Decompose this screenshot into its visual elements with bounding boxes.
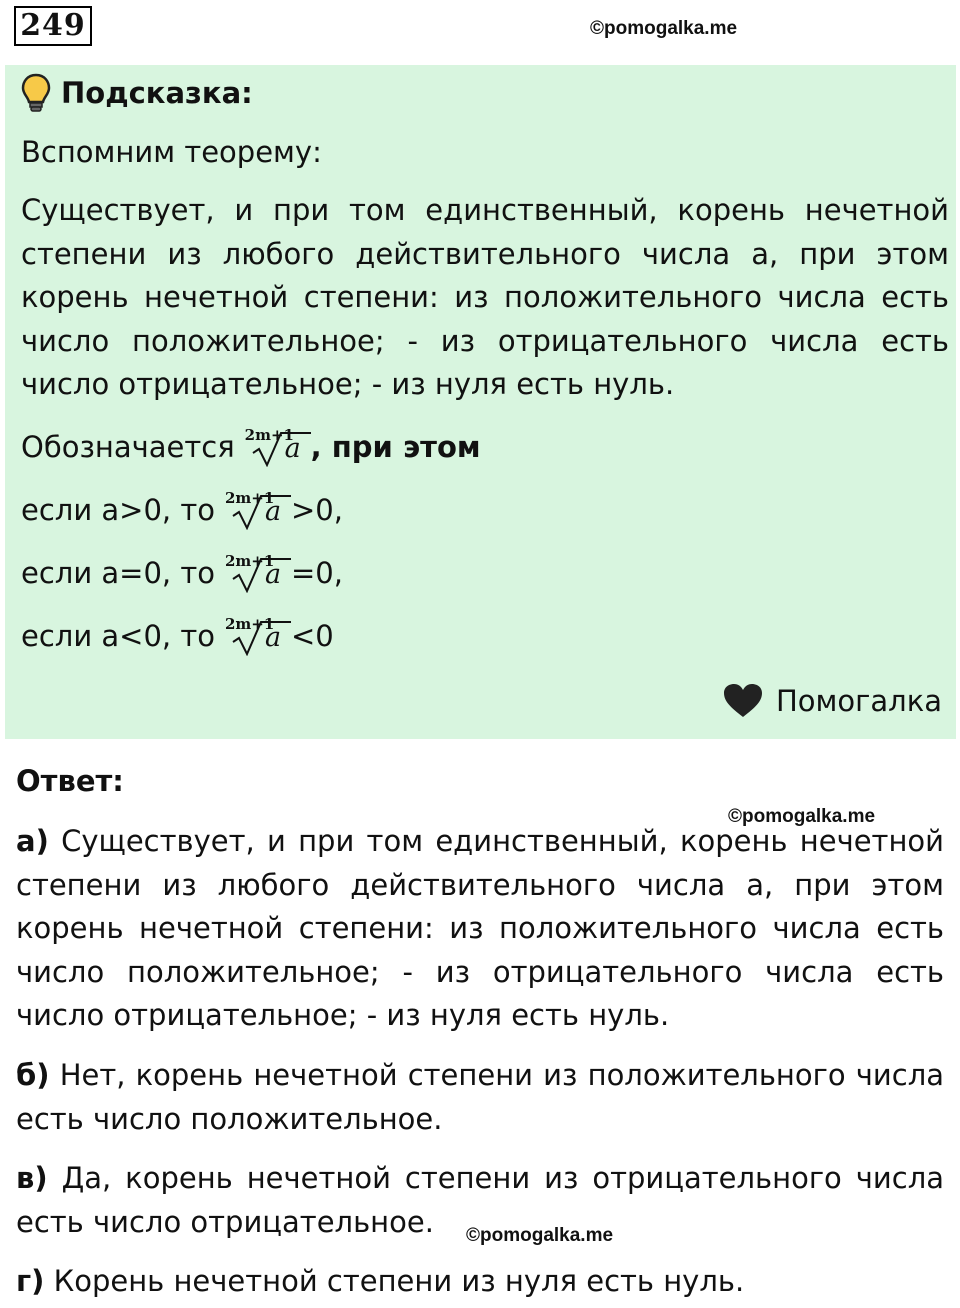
radical-sign-icon <box>229 557 291 593</box>
heart-icon <box>722 682 764 720</box>
notation-line <box>21 427 481 467</box>
root-expression <box>245 427 311 467</box>
radical-sign-icon <box>249 431 311 467</box>
radical-sign-icon <box>229 620 291 656</box>
answer-label: б) <box>16 1058 50 1092</box>
root-index: 2m+1 <box>244 426 294 444</box>
notation-prefix: Обозначается <box>21 430 235 464</box>
answer-text: Корень нечетной степени из нуля есть нуль. <box>53 1264 745 1298</box>
watermark-top: ©pomogalka.me <box>590 18 738 39</box>
watermark-bottom: ©pomogalka.me <box>466 1225 614 1246</box>
case-prefix: если а<0, то <box>21 619 215 653</box>
case-line <box>21 553 343 593</box>
answer-item-a <box>16 820 944 1038</box>
root-radicand: a <box>264 559 282 590</box>
answer-text: Нет, корень нечетной степени из положительного числа есть число положительное. <box>16 1058 945 1136</box>
answer-label: в) <box>16 1161 48 1195</box>
brand-signature <box>722 682 942 720</box>
root-index: 2m+1 <box>224 489 275 507</box>
brand-name: Помогалка <box>776 684 942 718</box>
root-expression <box>225 553 291 593</box>
root-expression <box>225 490 291 530</box>
answer-label: г) <box>16 1264 45 1298</box>
notation-suffix: , при этом <box>310 430 481 464</box>
answer-label: а) <box>16 824 49 858</box>
root-index: 2m+1 <box>224 552 275 570</box>
answer-text: Да, корень нечетной степени из отрицательного числа есть число отрицательное. <box>16 1161 944 1239</box>
hint-title-text: Подсказка: <box>61 76 253 110</box>
radical-sign-icon <box>229 494 291 530</box>
answer-text: Существует, и при том единственный, корень нечетной степени из любого действительного числа а, при этом корень нечетной степени: из положительного числа есть число положительное; - из отрицательного числа есть число отрицательное; - из нуля есть нуль. <box>16 824 944 1032</box>
answer-title: Ответ: <box>16 764 124 798</box>
case-suffix: >0, <box>290 493 343 527</box>
watermark-middle: ©pomogalka.me <box>728 806 876 827</box>
lightbulb-icon <box>21 73 51 113</box>
root-expression <box>225 616 291 656</box>
hint-intro: Вспомним теорему: <box>21 135 322 169</box>
root-radicand: a <box>264 496 282 527</box>
hint-theorem: Существует, и при том единственный, корень нечетной степени из любого действительного числа а, при этом корень нечетной степени: из положительного числа есть число положительное; - из отрицательного числа есть число отрицательное; - из нуля есть нуль. <box>21 193 949 401</box>
answer-item-b <box>16 1054 944 1141</box>
case-line <box>21 490 343 530</box>
hint-title <box>21 73 253 113</box>
answer-item-d <box>16 1260 944 1304</box>
root-radicand: a <box>284 433 301 464</box>
case-prefix: если а>0, то <box>21 493 215 527</box>
case-prefix: если а=0, то <box>21 556 215 590</box>
case-suffix: <0 <box>290 619 334 653</box>
root-radicand: a <box>264 622 282 653</box>
root-index: 2m+1 <box>224 615 275 633</box>
task-number: 249 <box>14 6 92 46</box>
hint-panel <box>5 65 956 739</box>
case-suffix: =0, <box>290 556 343 590</box>
case-line <box>21 616 334 656</box>
